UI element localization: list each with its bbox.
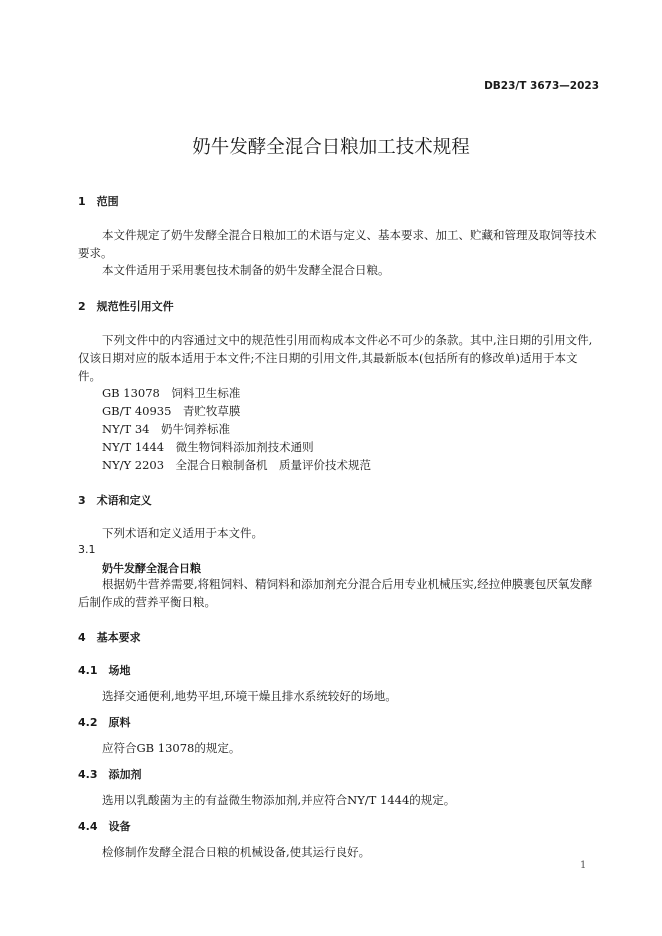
document-code: DB23/T 3673—2023 (484, 80, 599, 92)
term-definition: 根据奶牛营养需要,将粗饲料、精饲料和添加剂充分混合后用专业机械压实,经拉伸膜裹包厌氧发酵后制作成的营养平衡日粮。 (78, 577, 593, 609)
section-4-1-heading: 4.1 场地 (78, 664, 131, 677)
page-number: 1 (580, 860, 587, 871)
reference-item: NY/T 34 奶牛饲养标准 (102, 422, 230, 436)
section-3-heading: 3 术语和定义 (78, 494, 152, 507)
term-name: 奶牛发酵全混合日粮 (102, 562, 201, 575)
reference-item: GB/T 40935 青贮牧草膜 (102, 404, 241, 418)
section-4-heading: 4 基本要求 (78, 631, 141, 644)
document-title: 奶牛发酵全混合日粮加工技术规程 (192, 137, 470, 158)
section-2-paragraph-1: 下列文件中的内容通过文中的规范性引用而构成本文件必不可少的条款。其中,注日期的引用文件,仅该日期对应的版本适用于本文件;不注日期的引用文件,其最新版本(包括所有的修改单)适用于本文件。 (78, 333, 593, 383)
reference-item: NY/T 1444 微生物饲料添加剂技术通则 (102, 440, 314, 454)
reference-item: NY/Y 2203 全混合日粮制备机 质量评价技术规范 (102, 458, 372, 472)
section-4-3-text: 选用以乳酸菌为主的有益微生物添加剂,并应符合NY/T 1444的规定。 (102, 793, 456, 807)
section-4-2-heading: 4.2 原料 (78, 716, 131, 729)
section-4-4-heading: 4.4 设备 (78, 820, 131, 833)
section-4-3-heading: 4.3 添加剂 (78, 768, 142, 781)
section-4-2-text: 应符合GB 13078的规定。 (102, 741, 241, 755)
section-4-4-text: 检修制作发酵全混合日粮的机械设备,使其运行良好。 (102, 845, 371, 859)
term-number: 3.1 (78, 543, 96, 556)
section-1-paragraph-1: 本文件规定了奶牛发酵全混合日粮加工的术语与定义、基本要求、加工、贮藏和管理及取饲等技术要求。 (78, 228, 597, 260)
section-1-paragraph-2: 本文件适用于采用裹包技术制备的奶牛发酵全混合日粮。 (102, 263, 390, 277)
reference-item: GB 13078 饲料卫生标准 (102, 386, 241, 400)
section-4-1-text: 选择交通便利,地势平坦,环境干燥且排水系统较好的场地。 (102, 689, 397, 703)
section-2-heading: 2 规范性引用文件 (78, 300, 174, 313)
section-3-paragraph-1: 下列术语和定义适用于本文件。 (102, 526, 263, 540)
section-1-heading: 1 范围 (78, 195, 119, 208)
